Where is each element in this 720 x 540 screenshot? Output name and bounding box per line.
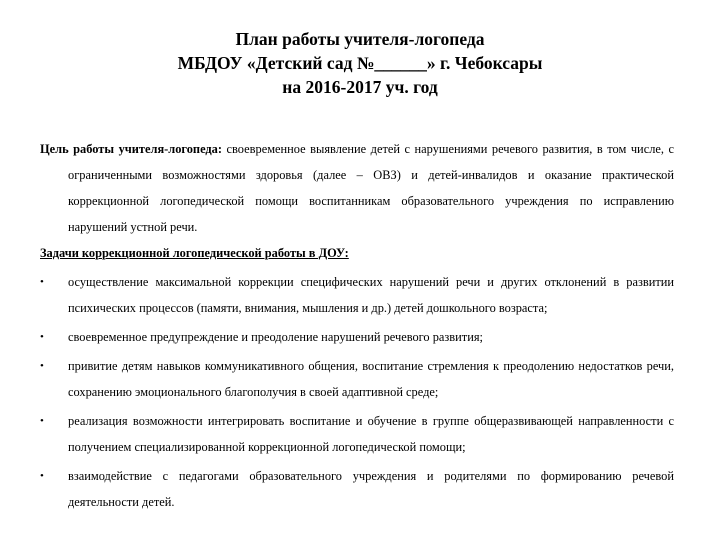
task-text: привитие детям навыков коммуникативного общения, воспитание стремления к преодолению недостатков речи, сохранению эмоционального благополучия в своей адаптивной среде; [68,359,674,399]
title-line-1: План работы учителя-логопеда [235,29,485,49]
task-text: своевременное предупреждение и преодоление нарушений речевого развития; [68,330,483,344]
tasks-heading-text: Задачи коррекционной логопедической работы в ДОУ: [40,246,349,260]
bullet-marker: • [40,415,44,427]
list-item [40,463,674,515]
list-item [40,353,674,405]
bullet-marker: • [40,470,44,482]
tasks-heading [40,240,674,266]
list-item [40,269,674,321]
bullet-marker: • [40,331,44,343]
task-text: осуществление максимальной коррекции специфических нарушений речи и других отклонений в развитии психических процессов (памяти, внимания, мышления и др.) детей дошкольного возраста; [68,275,674,315]
goal-text: своевременное выявление детей с нарушениями речевого развития, в том числе, с ограниченными возможностями здоровья (далее – ОВЗ) и детей-инвалидов и оказание практической коррекционной логопедической помощи воспитанникам образовательного учреждения по исправлению нарушений устной речи. [68,142,674,234]
goal-label: Цель работы учителя-логопеда: [40,142,222,156]
title-line-3: на 2016-2017 уч. год [282,77,438,97]
document-body [40,136,674,515]
bullet-marker: • [40,276,44,288]
document-title [0,27,720,99]
list-item [40,408,674,460]
title-line-2: МБДОУ «Детский сад №______» г. Чебоксары [177,53,543,73]
bullet-marker: • [40,360,44,372]
goal-paragraph [40,136,674,240]
task-text: реализация возможности интегрировать воспитание и обучение в группе общеразвивающей направленности с получением специализированной коррекционной логопедической помощи; [68,414,674,454]
list-item [40,324,674,350]
tasks-list [40,269,674,515]
task-text: взаимодействие с педагогами образовательного учреждения и родителями по формированию речевой деятельности детей. [68,469,674,509]
